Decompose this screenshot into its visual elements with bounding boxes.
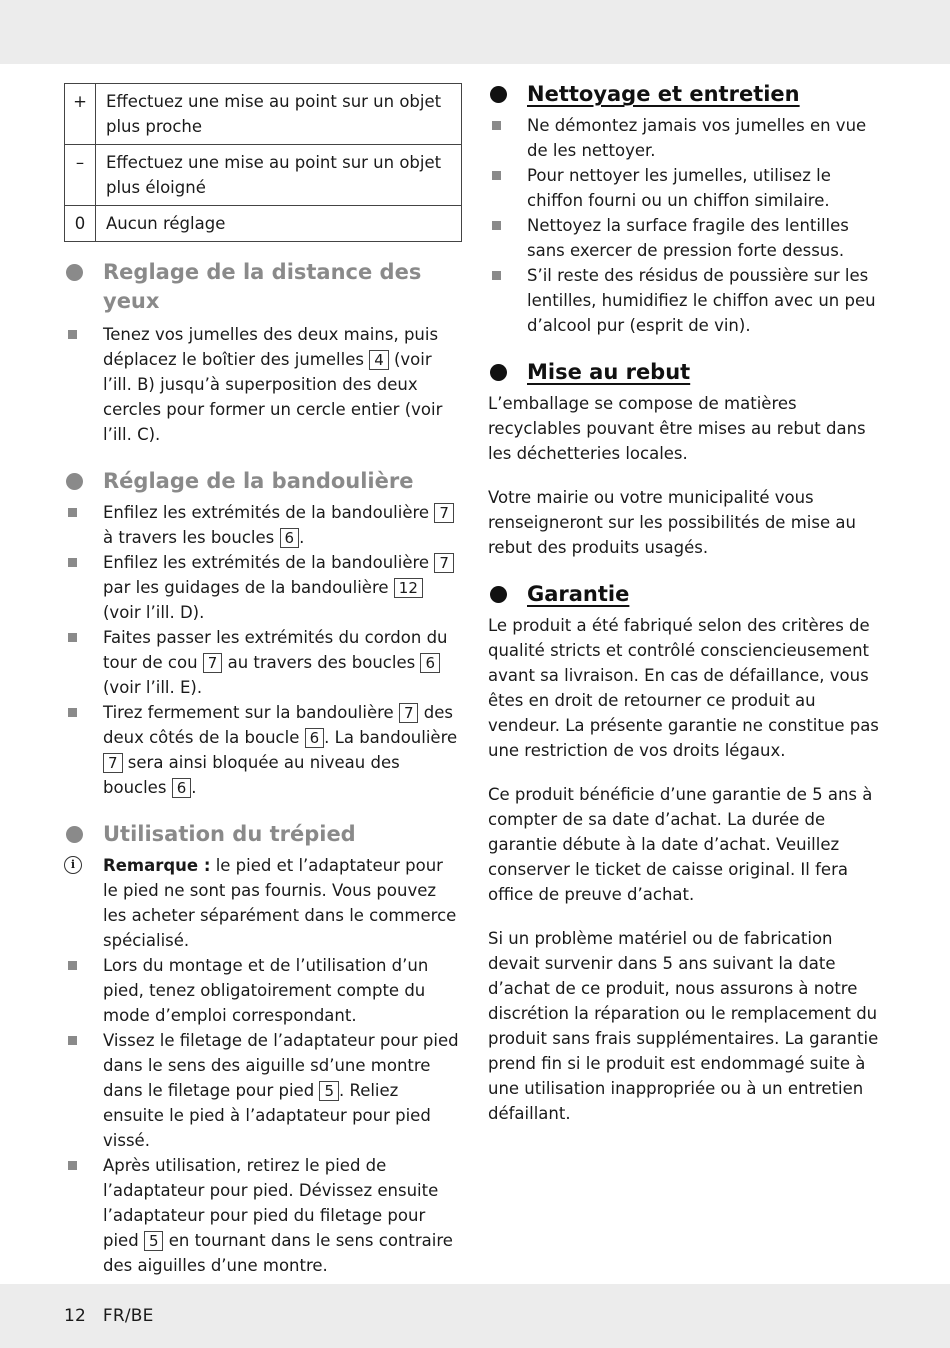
warranty-paragraph: Si un problème matériel ou de fabrication devait survenir dans 5 ans suivant la date d’achat de ce produit, nous assurons à notre discrétion la réparation ou le remplacement du produit sans frais supplémentaires. La garantie prend fin si le produit est endommagé suite à une utilisation inappropriée ou à un entretien défaillant.	[488, 929, 879, 1123]
right-column	[488, 80, 888, 1126]
table-text: Effectuez une mise au point sur un objet plus éloigné	[96, 145, 462, 206]
square-bullet-icon	[68, 708, 77, 717]
bullet-dot-icon	[66, 473, 83, 490]
part-reference: 6	[305, 728, 325, 748]
info-icon: i	[64, 856, 82, 874]
square-bullet-icon	[68, 330, 77, 339]
section-title-disposal	[488, 358, 888, 387]
square-bullet-icon	[68, 961, 77, 970]
section-title-tripod	[64, 820, 462, 849]
part-reference: 5	[144, 1231, 164, 1251]
warranty-paragraph: Le produit a été fabriqué selon des critères de qualité stricts et contrôlé consciencieusement avant sa livraison. En cas de défaillance, vous êtes en droit de retourner ce produit au vendeur. La présente garantie ne constitue pas une restriction de vos droits légaux.	[488, 616, 879, 760]
square-bullet-icon	[68, 508, 77, 517]
square-bullet-icon	[68, 1036, 77, 1045]
part-reference: 7	[434, 553, 454, 573]
part-reference: 7	[103, 753, 123, 773]
table-row	[65, 206, 462, 242]
square-bullet-icon	[492, 171, 501, 180]
part-reference: 6	[172, 778, 192, 798]
table-symbol: –	[65, 145, 96, 206]
warranty-paragraph: Ce produit bénéficie d’une garantie de 5 ans à compter de sa date d’achat. La durée de garantie débute à la date d’achat. Veuillez conserver le ticket de caisse original. Il fera office de preuve d’achat.	[488, 785, 873, 904]
part-reference: 5	[319, 1081, 339, 1101]
list-item: Tenez vos jumelles des deux mains, puis déplacez le boîtier des jumelles 4 (voir l’ill. B) jusqu’à superposition des deux cercles pour former un cercle entier (voir l’ill. C).	[64, 322, 462, 447]
list-item: Enfilez les extrémités de la bandoulière 7 à travers les boucles 6 .	[64, 500, 462, 550]
left-column	[64, 80, 462, 1278]
disposal-paragraph: Votre mairie ou votre municipalité vous renseigneront sur les possibilités de mise au rebut des produits usagés.	[488, 488, 856, 557]
section-title-text: Utilisation du trépied	[103, 822, 356, 846]
disposal-paragraph: L’emballage se compose de matières recyclables pouvant être mises au rebut dans les déchetteries locales.	[488, 394, 866, 463]
tripod-note	[64, 853, 462, 953]
section-title-cleaning	[488, 80, 888, 109]
bullet-dot-icon	[66, 826, 83, 843]
table-text: Effectuez une mise au point sur un objet plus proche	[96, 84, 462, 145]
section-title-eye-distance	[64, 258, 462, 316]
section-title-strap	[64, 467, 462, 496]
part-reference: 6	[420, 653, 440, 673]
cleaning-list	[488, 113, 888, 338]
footer-bar	[0, 1284, 950, 1348]
table-row	[65, 145, 462, 206]
list-item: Après utilisation, retirez le pied de l’adaptateur pour pied. Dévissez ensuite l’adaptateur pour pied du filetage pour pied 5 en tournant dans le sens contraire des aiguilles d’une montre.	[64, 1153, 462, 1278]
square-bullet-icon	[68, 558, 77, 567]
part-reference: 7	[434, 503, 454, 523]
list-item: Nettoyez la surface fragile des lentilles sans exercer de pression forte dessus.	[488, 213, 888, 263]
note-text: le pied et l’adaptateur pour le pied ne sont pas fournis. Vous pouvez les acheter séparément dans le commerce spécialisé.	[103, 856, 457, 950]
section-title-text: Mise au rebut	[527, 360, 691, 384]
locale-label: FR/BE	[102, 1306, 154, 1326]
part-reference: 12	[394, 578, 423, 598]
part-reference: 7	[203, 653, 223, 673]
part-reference: 7	[399, 703, 419, 723]
table-row	[65, 84, 462, 145]
square-bullet-icon	[492, 221, 501, 230]
focus-adjustment-table	[64, 83, 462, 242]
table-symbol: +	[65, 84, 96, 145]
tripod-list	[64, 953, 462, 1278]
note-label: Remarque :	[103, 856, 211, 875]
list-item: Vissez le filetage de l’adaptateur pour pied dans le sens des aiguille sd’une montre dans le filetage pour pied 5 . Reliez ensuite le pied à l’adaptateur pour pied vissé.	[64, 1028, 462, 1153]
table-text: Aucun réglage	[96, 206, 462, 242]
list-item: Faites passer les extrémités du cordon du tour de cou 7 au travers des boucles 6 (voir l’ill. E).	[64, 625, 462, 700]
square-bullet-icon	[68, 633, 77, 642]
bullet-dot-icon	[490, 364, 507, 381]
section-title-text: Réglage de la bandoulière	[103, 469, 414, 493]
page-footer	[64, 1306, 154, 1326]
list-item: Ne démontez jamais vos jumelles en vue de les nettoyer.	[488, 113, 888, 163]
eye-distance-list	[64, 322, 462, 447]
list-item: Tirez fermement sur la bandoulière 7 des deux côtés de la boucle 6 . La bandoulière 7 sera ainsi bloquée au niveau des boucles 6 .	[64, 700, 462, 800]
list-item: Lors du montage et de l’utilisation d’un pied, tenez obligatoirement compte du mode d’emploi correspondant.	[64, 953, 462, 1028]
square-bullet-icon	[492, 121, 501, 130]
square-bullet-icon	[492, 271, 501, 280]
bullet-dot-icon	[490, 86, 507, 103]
list-item: Enfilez les extrémités de la bandoulière 7 par les guidages de la bandoulière 12 (voir l’ill. D).	[64, 550, 462, 625]
bullet-dot-icon	[490, 586, 507, 603]
section-title-text: Reglage de la distance des yeux	[103, 260, 422, 313]
part-reference: 6	[280, 528, 300, 548]
square-bullet-icon	[68, 1161, 77, 1170]
part-reference: 4	[369, 350, 389, 370]
table-symbol: 0	[65, 206, 96, 242]
header-bar	[0, 0, 950, 64]
section-title-text: Nettoyage et entretien	[527, 82, 800, 106]
list-item: S’il reste des résidus de poussière sur les lentilles, humidifiez le chiffon avec un peu d’alcool pur (esprit de vin).	[488, 263, 888, 338]
section-title-text: Garantie	[527, 582, 630, 606]
strap-list	[64, 500, 462, 800]
list-item: Pour nettoyer les jumelles, utilisez le chiffon fourni ou un chiffon similaire.	[488, 163, 888, 213]
page-number: 12	[64, 1306, 87, 1326]
bullet-dot-icon	[66, 264, 83, 281]
section-title-warranty	[488, 580, 888, 609]
